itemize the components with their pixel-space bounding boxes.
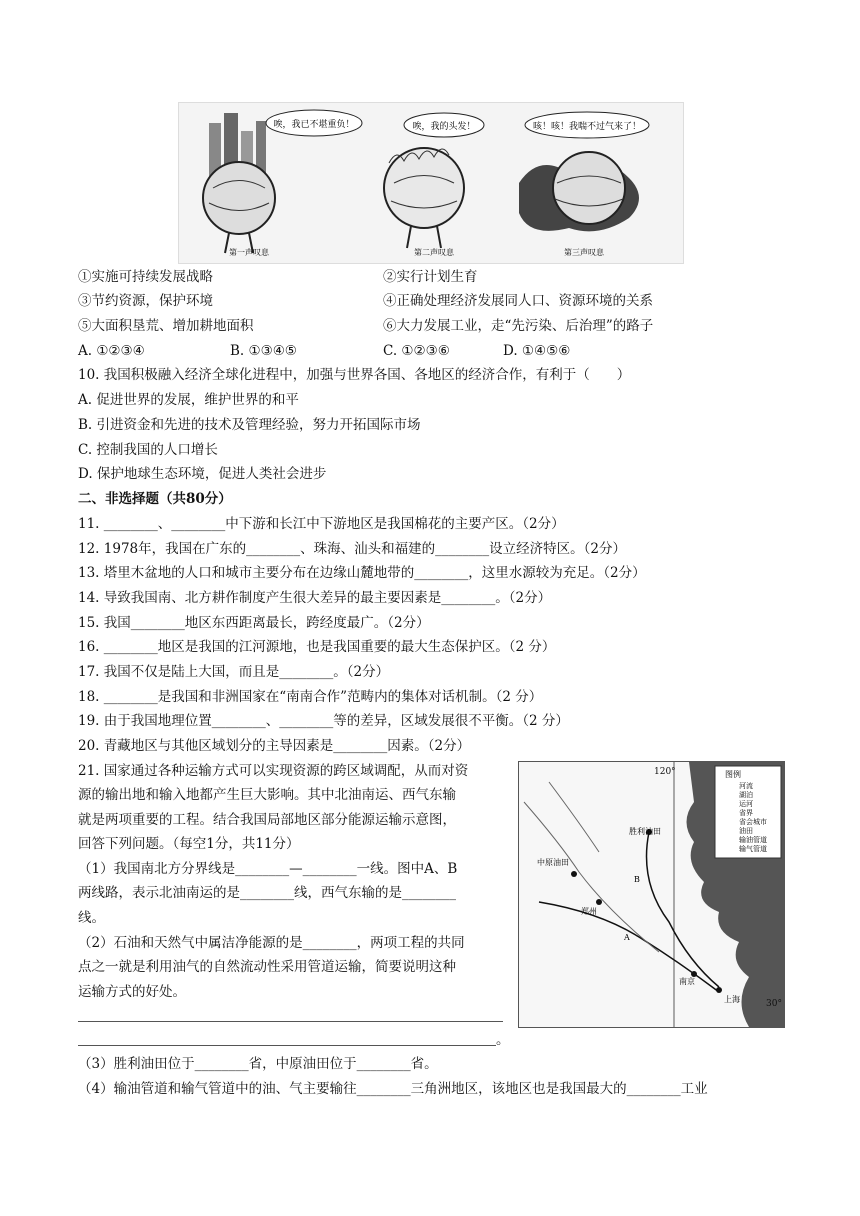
q12: 12. 1978年，我国在广东的________、珠海、汕头和福建的________设立经济特区。（2分）	[78, 541, 626, 557]
caption-1: 第一声叹息	[229, 248, 269, 257]
q10-choice-b: B. 引进资金和先进的技术及管理经验，努力开拓国际市场	[78, 417, 421, 433]
label-route-b: B	[634, 875, 640, 884]
earth-figure-2	[384, 113, 484, 257]
q21-sub1-line-2: 两线路，表示北油南运的是________线，西气东输的是________	[78, 885, 456, 901]
energy-transport-map	[518, 761, 785, 1028]
bubble-1: 唉，我已不堪重负！	[273, 120, 355, 130]
label-shengli-oilfield: 胜利油田	[629, 827, 661, 836]
q18: 18. ________是我国和非洲国家在“南南合作”范畴内的集体对话机制。（2 分）	[78, 689, 543, 705]
legend-canal: 运河	[739, 800, 753, 808]
label-zhongyuan-oilfield: 中原油田	[537, 858, 569, 867]
q10-choice-a: A. 促进世界的发展，维护世界的和平	[78, 392, 299, 408]
q20: 20. 青藏地区与其他区域划分的主导因素是________因素。（2分）	[78, 738, 471, 754]
legend-lake: 湖泊	[739, 791, 753, 799]
legend-title: 图例	[725, 770, 741, 779]
q9-option-1: ①实施可持续发展战略	[78, 269, 213, 285]
earth-figure-3	[519, 112, 649, 257]
q10-stem: 10. 我国积极融入经济全球化进程中，加强与世界各国、各地区的经济合作，有利于（ ）	[78, 367, 631, 383]
q21-sub2-line-2: 点之一就是利用油气的自然流动性采用管道运输，简要说明这种	[78, 959, 456, 975]
q21-sub4: （4）输油管道和输气管道中的油、气主要输往________三角洲地区，该地区也是我国最大的________工业	[78, 1081, 708, 1097]
legend-oil-pipeline: 输油管道	[739, 836, 767, 844]
q21-line-3: 就是两项重要的工程。结合我国局部地区部分能源运输示意图，	[78, 812, 456, 828]
label-shanghai: 上海	[724, 995, 740, 1004]
caption-2: 第二声叹息	[414, 248, 454, 257]
q15: 15. 我国________地区东西距离最长，跨经度最广。（2分）	[78, 615, 430, 631]
q9-choice-a: A. ①②③④	[78, 343, 145, 359]
q9-option-6: ⑥大力发展工业，走“先污染、后治理”的路子	[383, 318, 654, 334]
label-route-a: A	[624, 933, 630, 942]
q13: 13. 塔里木盆地的人口和城市主要分布在边缘山麓地带的________，这里水源较为充足。（2分）	[78, 565, 646, 581]
q21-sub2-line-3: 运输方式的好处。	[78, 984, 186, 1000]
q9-option-5: ⑤大面积垦荒、增加耕地面积	[78, 318, 254, 334]
q9-choice-b: B. ①③④⑤	[230, 343, 297, 359]
q9-option-4: ④正确处理经济发展同人口、资源环境的关系	[383, 293, 653, 309]
q9-choice-d: D. ①④⑤⑥	[503, 343, 571, 359]
longitude-label: 120°	[654, 767, 676, 777]
q10-choice-d: D. 保护地球生态环境，促进人类社会进步	[78, 466, 327, 482]
section-heading: 二、非选择题（共80分）	[78, 491, 232, 507]
legend-river: 河流	[739, 782, 753, 790]
legend-capital: 省会城市	[739, 818, 767, 826]
legend-oilfield: 油田	[739, 827, 753, 835]
q9-choice-c: C. ①②③⑥	[383, 343, 450, 359]
legend-gas-pipeline: 输气管道	[739, 845, 767, 853]
q21-line-1: 21. 国家通过各种运输方式可以实现资源的跨区域调配，从而对资	[78, 763, 469, 779]
q9-option-3: ③节约资源，保护环境	[78, 293, 213, 309]
label-nanjing: 南京	[679, 977, 695, 986]
q16: 16. ________地区是我国的江河源地，也是我国重要的最大生态保护区。（2 分）	[78, 639, 556, 655]
q10-choice-c: C. 控制我国的人口增长	[78, 442, 218, 458]
q21-line-2: 源的输出地和输入地都产生巨大影响。其中北油南运、西气东输	[78, 787, 456, 803]
q11: 11. ________、________中下游和长江中下游地区是我国棉花的主要产区。（2分）	[78, 516, 565, 532]
latitude-label: 30°	[766, 999, 782, 1009]
bubble-2: 唉，我的头发！	[412, 122, 476, 132]
q17: 17. 我国不仅是陆上大国，而且是________。（2分）	[78, 664, 390, 680]
bubble-3: 咳！咳！我喘不过气来了！	[532, 122, 642, 132]
earth-sighs-cartoon	[178, 102, 684, 264]
q21-sub1-line-1: （1）我国南北方分界线是________—________一线。图中A、B	[78, 861, 458, 877]
legend-province-border: 省界	[739, 809, 753, 817]
answer-period: 。	[496, 1032, 510, 1048]
q9-option-2: ②实行计划生育	[383, 269, 478, 285]
answer-line-1[interactable]	[78, 1021, 503, 1022]
q19: 19. 由于我国地理位置________、________等的差异，区域发展很不平衡。（2 分）	[78, 713, 569, 729]
q21-sub1-line-3: 线。	[78, 910, 105, 926]
answer-line-2[interactable]	[78, 1045, 496, 1046]
q21-sub3: （3）胜利油田位于________省，中原油田位于________省。	[78, 1056, 438, 1072]
caption-3: 第三声叹息	[564, 248, 604, 257]
earth-figure-1	[203, 110, 362, 257]
q21-line-4: 回答下列问题。（每空1分，共11分）	[78, 836, 300, 852]
label-zhengzhou: 郑州	[581, 907, 597, 916]
q21-sub2-line-1: （2）石油和天然气中属洁净能源的是________，两项工程的共同	[78, 935, 465, 951]
q14: 14. 导致我国南、北方耕作制度产生很大差异的最主要因素是________。（2分）	[78, 590, 552, 606]
